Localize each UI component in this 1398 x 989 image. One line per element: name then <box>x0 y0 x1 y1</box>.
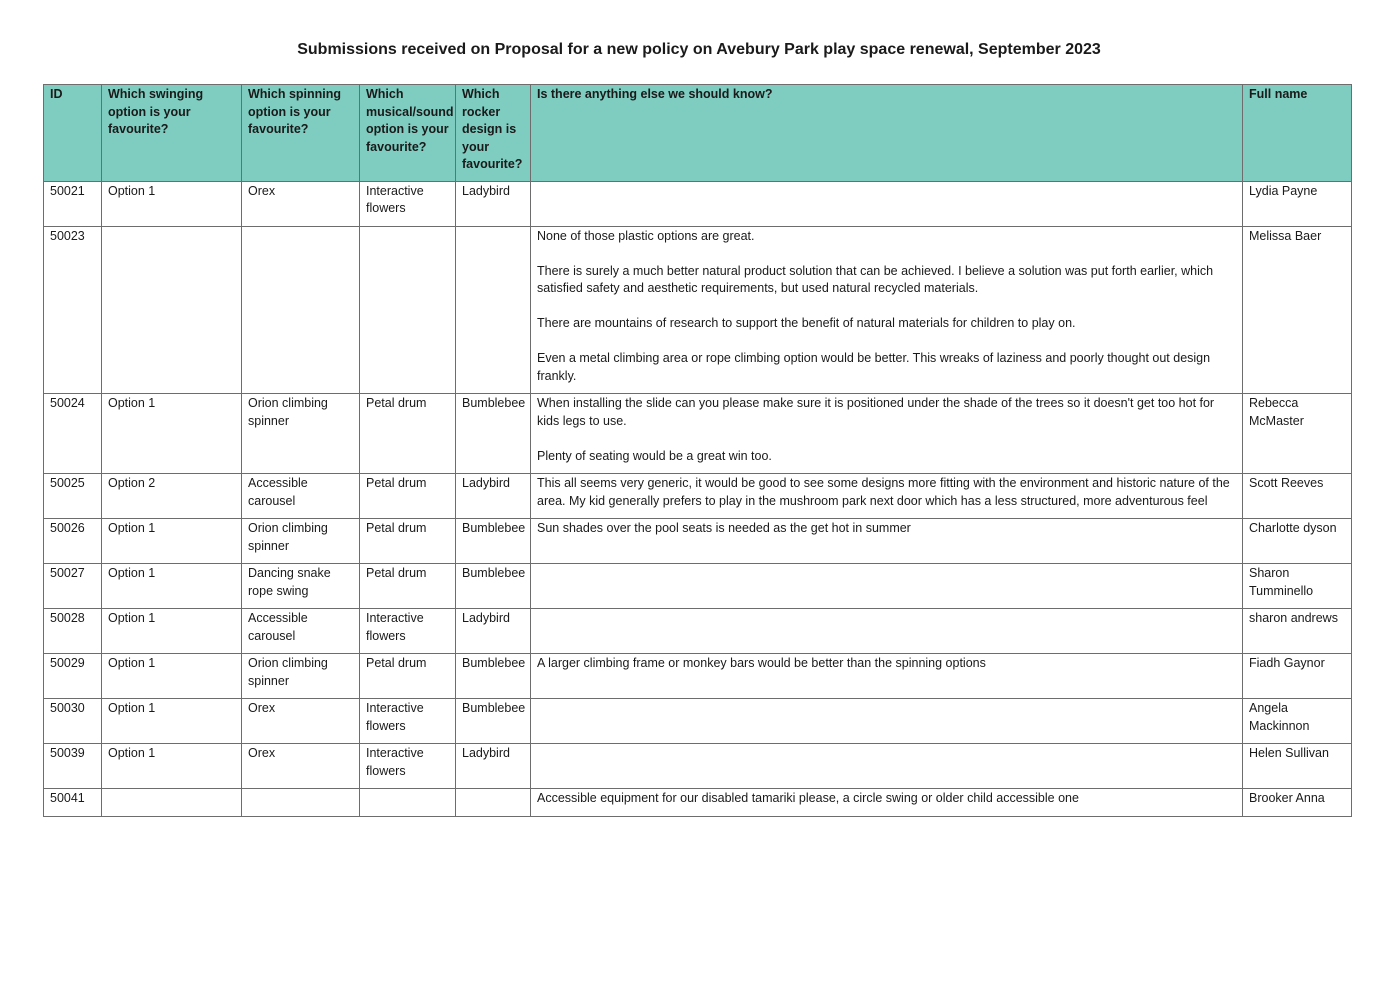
cell-rocker: Bumblebee <box>456 564 531 609</box>
comment-paragraph: None of those plastic options are great. <box>537 228 755 243</box>
cell-comment <box>531 226 1243 394</box>
comment-paragraph: A larger climbing frame or monkey bars would be better than the spinning options <box>537 656 986 670</box>
cell-id: 50027 <box>44 564 102 609</box>
table-body <box>44 181 1352 816</box>
cell-musical: Petal drum <box>360 394 456 474</box>
comment-paragraph: When installing the slide can you please make sure it is positioned under the shade of the trees so it doesn't get too hot for kids legs to use. <box>537 396 1215 428</box>
cell-id: 50030 <box>44 699 102 744</box>
cell-spinning <box>242 226 360 394</box>
header-full-name: Full name <box>1243 85 1352 182</box>
cell-id: 50026 <box>44 519 102 564</box>
cell-comment <box>531 609 1243 654</box>
comment-paragraph: Plenty of seating would be a great win too. <box>537 448 772 463</box>
cell-spinning: Orion climbing spinner <box>242 519 360 564</box>
cell-spinning: Orion climbing spinner <box>242 654 360 699</box>
table-row <box>44 226 1352 394</box>
table-row <box>44 474 1352 519</box>
header-rocker: Which rocker design is your favourite? <box>456 85 531 182</box>
cell-id: 50029 <box>44 654 102 699</box>
cell-full-name: Charlotte dyson <box>1243 519 1352 564</box>
cell-rocker: Ladybird <box>456 744 531 789</box>
cell-spinning: Dancing snake rope swing <box>242 564 360 609</box>
cell-spinning <box>242 789 360 817</box>
cell-musical: Interactive flowers <box>360 181 456 226</box>
cell-comment <box>531 394 1243 474</box>
table-row <box>44 394 1352 474</box>
comment-paragraph: Sun shades over the pool seats is needed as the get hot in summer <box>537 521 911 535</box>
cell-spinning: Accessible carousel <box>242 609 360 654</box>
comment-paragraph: Even a metal climbing area or rope climbing option would be better. This wreaks of laziness and poorly thought out design frankly. <box>537 351 1211 383</box>
cell-comment <box>531 519 1243 564</box>
cell-swinging: Option 1 <box>102 699 242 744</box>
cell-spinning: Orex <box>242 744 360 789</box>
cell-id: 50028 <box>44 609 102 654</box>
cell-swinging: Option 1 <box>102 564 242 609</box>
cell-musical: Petal drum <box>360 519 456 564</box>
cell-full-name: Melissa Baer <box>1243 226 1352 394</box>
table-row <box>44 609 1352 654</box>
table-row <box>44 519 1352 564</box>
cell-comment <box>531 789 1243 817</box>
cell-full-name: Fiadh Gaynor <box>1243 654 1352 699</box>
cell-comment <box>531 181 1243 226</box>
cell-full-name: Helen Sullivan <box>1243 744 1352 789</box>
cell-spinning: Orex <box>242 181 360 226</box>
cell-comment <box>531 744 1243 789</box>
cell-musical <box>360 789 456 817</box>
cell-rocker: Bumblebee <box>456 699 531 744</box>
header-musical: Which musical/sound option is your favourite? <box>360 85 456 182</box>
cell-musical <box>360 226 456 394</box>
cell-musical: Petal drum <box>360 474 456 519</box>
table-row <box>44 699 1352 744</box>
cell-musical: Petal drum <box>360 564 456 609</box>
cell-full-name: Scott Reeves <box>1243 474 1352 519</box>
cell-comment <box>531 654 1243 699</box>
cell-id: 50023 <box>44 226 102 394</box>
cell-id: 50025 <box>44 474 102 519</box>
cell-full-name: Angela Mackinnon <box>1243 699 1352 744</box>
cell-rocker: Bumblebee <box>456 519 531 564</box>
cell-rocker: Ladybird <box>456 181 531 226</box>
cell-swinging: Option 2 <box>102 474 242 519</box>
header-swinging: Which swinging option is your favourite? <box>102 85 242 182</box>
cell-spinning: Orion climbing spinner <box>242 394 360 474</box>
header-spinning: Which spinning option is your favourite? <box>242 85 360 182</box>
cell-full-name: Lydia Payne <box>1243 181 1352 226</box>
cell-comment <box>531 564 1243 609</box>
cell-swinging <box>102 789 242 817</box>
cell-swinging: Option 1 <box>102 744 242 789</box>
cell-rocker: Ladybird <box>456 609 531 654</box>
comment-paragraph: There are mountains of research to support the benefit of natural materials for children to play on. <box>537 316 1076 330</box>
page-title: Submissions received on Proposal for a new policy on Avebury Park play space renewal, September 2023 <box>297 41 1101 58</box>
cell-rocker: Bumblebee <box>456 394 531 474</box>
header-id: ID <box>44 85 102 182</box>
comment-paragraph: This all seems very generic, it would be good to see some designs more fitting with the environment and historic nature of the area. My kid generally prefers to play in the mushroom park next door which has a less structured, more adventurous feel <box>537 476 1230 508</box>
cell-rocker: Bumblebee <box>456 654 531 699</box>
cell-id: 50041 <box>44 789 102 817</box>
cell-swinging: Option 1 <box>102 181 242 226</box>
header-anything-else: Is there anything else we should know? <box>531 85 1243 182</box>
table-row <box>44 744 1352 789</box>
submissions-table <box>43 84 1352 817</box>
cell-comment <box>531 474 1243 519</box>
cell-swinging: Option 1 <box>102 654 242 699</box>
table-row <box>44 789 1352 817</box>
cell-musical: Interactive flowers <box>360 744 456 789</box>
cell-id: 50021 <box>44 181 102 226</box>
table-row <box>44 181 1352 226</box>
cell-full-name: Sharon Tumminello <box>1243 564 1352 609</box>
cell-swinging: Option 1 <box>102 519 242 564</box>
cell-full-name: Brooker Anna <box>1243 789 1352 817</box>
cell-full-name: Rebecca McMaster <box>1243 394 1352 474</box>
cell-id: 50039 <box>44 744 102 789</box>
cell-swinging <box>102 226 242 394</box>
cell-swinging: Option 1 <box>102 609 242 654</box>
table-row <box>44 654 1352 699</box>
table-header <box>44 85 1352 182</box>
cell-musical: Petal drum <box>360 654 456 699</box>
header-row <box>44 85 1352 182</box>
table-row <box>44 564 1352 609</box>
cell-id: 50024 <box>44 394 102 474</box>
cell-rocker <box>456 226 531 394</box>
cell-swinging: Option 1 <box>102 394 242 474</box>
cell-musical: Interactive flowers <box>360 699 456 744</box>
cell-spinning: Orex <box>242 699 360 744</box>
cell-spinning: Accessible carousel <box>242 474 360 519</box>
cell-musical: Interactive flowers <box>360 609 456 654</box>
cell-rocker: Ladybird <box>456 474 531 519</box>
comment-paragraph: Accessible equipment for our disabled tamariki please, a circle swing or older child accessible one <box>537 791 1079 805</box>
cell-comment <box>531 699 1243 744</box>
cell-full-name: sharon andrews <box>1243 609 1352 654</box>
cell-rocker <box>456 789 531 817</box>
comment-paragraph: There is surely a much better natural product solution that can be achieved. I believe a solution was put forth earlier, which satisfied safety and aesthetic requirements, but used natural recycled materials. <box>537 263 1214 295</box>
